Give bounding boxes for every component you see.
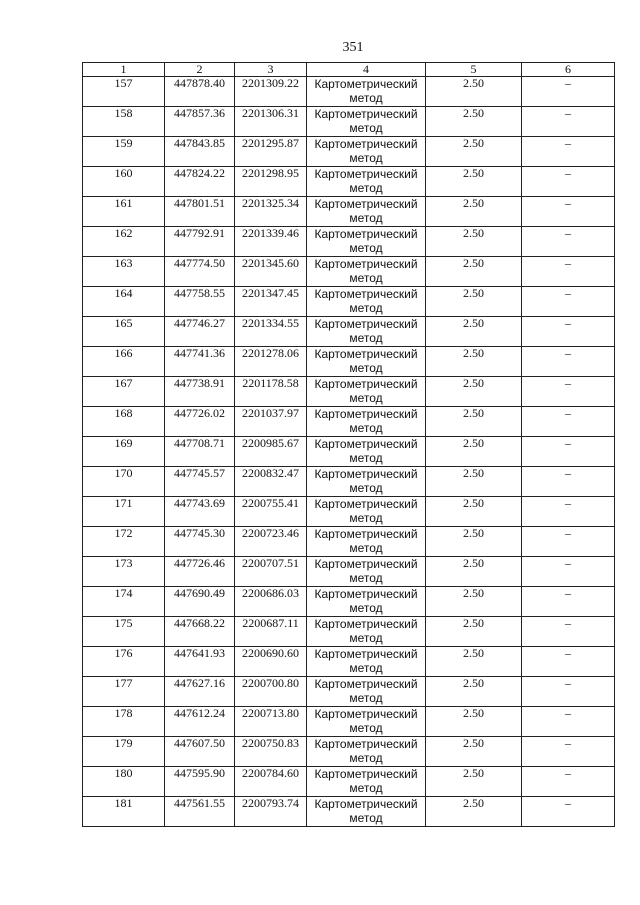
point-number-cell: 170 bbox=[83, 467, 165, 497]
note-cell: – bbox=[522, 797, 615, 827]
accuracy-cell: 2.50 bbox=[426, 497, 522, 527]
y-coordinate-cell: 2200985.67 bbox=[235, 437, 307, 467]
table-row bbox=[83, 227, 615, 257]
column-header-6: 6 bbox=[522, 63, 615, 77]
x-coordinate-cell: 447641.93 bbox=[165, 647, 235, 677]
point-number-cell: 178 bbox=[83, 707, 165, 737]
y-coordinate-cell: 2201309.22 bbox=[235, 77, 307, 107]
x-coordinate-cell: 447758.55 bbox=[165, 287, 235, 317]
accuracy-cell: 2.50 bbox=[426, 437, 522, 467]
y-coordinate-cell: 2201278.06 bbox=[235, 347, 307, 377]
accuracy-cell: 2.50 bbox=[426, 377, 522, 407]
point-number-cell: 168 bbox=[83, 407, 165, 437]
x-coordinate-cell: 447627.16 bbox=[165, 677, 235, 707]
note-cell: – bbox=[522, 437, 615, 467]
point-number-cell: 181 bbox=[83, 797, 165, 827]
accuracy-cell: 2.50 bbox=[426, 587, 522, 617]
table-row bbox=[83, 557, 615, 587]
table-header-row bbox=[83, 63, 615, 77]
table-row bbox=[83, 497, 615, 527]
table-row bbox=[83, 137, 615, 167]
point-number-cell: 159 bbox=[83, 137, 165, 167]
accuracy-cell: 2.50 bbox=[426, 767, 522, 797]
point-number-cell: 166 bbox=[83, 347, 165, 377]
accuracy-cell: 2.50 bbox=[426, 407, 522, 437]
y-coordinate-cell: 2201325.34 bbox=[235, 197, 307, 227]
note-cell: – bbox=[522, 587, 615, 617]
table-row bbox=[83, 737, 615, 767]
note-cell: – bbox=[522, 377, 615, 407]
y-coordinate-cell: 2200755.41 bbox=[235, 497, 307, 527]
accuracy-cell: 2.50 bbox=[426, 77, 522, 107]
table-row bbox=[83, 197, 615, 227]
column-header-2: 2 bbox=[165, 63, 235, 77]
method-cell: Картометрический метод bbox=[307, 467, 426, 497]
method-cell: Картометрический метод bbox=[307, 497, 426, 527]
point-number-cell: 157 bbox=[83, 77, 165, 107]
method-cell: Картометрический метод bbox=[307, 587, 426, 617]
method-cell: Картометрический метод bbox=[307, 797, 426, 827]
x-coordinate-cell: 447857.36 bbox=[165, 107, 235, 137]
x-coordinate-cell: 447607.50 bbox=[165, 737, 235, 767]
method-cell: Картометрический метод bbox=[307, 197, 426, 227]
method-cell: Картометрический метод bbox=[307, 767, 426, 797]
note-cell: – bbox=[522, 347, 615, 377]
accuracy-cell: 2.50 bbox=[426, 797, 522, 827]
note-cell: – bbox=[522, 767, 615, 797]
x-coordinate-cell: 447745.57 bbox=[165, 467, 235, 497]
y-coordinate-cell: 2201295.87 bbox=[235, 137, 307, 167]
note-cell: – bbox=[522, 557, 615, 587]
accuracy-cell: 2.50 bbox=[426, 737, 522, 767]
method-cell: Картометрический метод bbox=[307, 167, 426, 197]
method-cell: Картометрический метод bbox=[307, 347, 426, 377]
accuracy-cell: 2.50 bbox=[426, 287, 522, 317]
table-row bbox=[83, 527, 615, 557]
accuracy-cell: 2.50 bbox=[426, 347, 522, 377]
y-coordinate-cell: 2201334.55 bbox=[235, 317, 307, 347]
table-row bbox=[83, 707, 615, 737]
table-row bbox=[83, 347, 615, 377]
method-cell: Картометрический метод bbox=[307, 407, 426, 437]
x-coordinate-cell: 447708.71 bbox=[165, 437, 235, 467]
point-number-cell: 177 bbox=[83, 677, 165, 707]
table-row bbox=[83, 647, 615, 677]
method-cell: Картометрический метод bbox=[307, 257, 426, 287]
accuracy-cell: 2.50 bbox=[426, 197, 522, 227]
method-cell: Картометрический метод bbox=[307, 677, 426, 707]
method-cell: Картометрический метод bbox=[307, 317, 426, 347]
method-cell: Картометрический метод bbox=[307, 647, 426, 677]
table-row bbox=[83, 77, 615, 107]
note-cell: – bbox=[522, 287, 615, 317]
method-cell: Картометрический метод bbox=[307, 137, 426, 167]
method-cell: Картометрический метод bbox=[307, 527, 426, 557]
table-row bbox=[83, 167, 615, 197]
coordinates-table bbox=[82, 62, 615, 827]
accuracy-cell: 2.50 bbox=[426, 557, 522, 587]
y-coordinate-cell: 2200784.60 bbox=[235, 767, 307, 797]
method-cell: Картометрический метод bbox=[307, 737, 426, 767]
table-row bbox=[83, 467, 615, 497]
y-coordinate-cell: 2200707.51 bbox=[235, 557, 307, 587]
point-number-cell: 163 bbox=[83, 257, 165, 287]
accuracy-cell: 2.50 bbox=[426, 617, 522, 647]
x-coordinate-cell: 447824.22 bbox=[165, 167, 235, 197]
y-coordinate-cell: 2200793.74 bbox=[235, 797, 307, 827]
accuracy-cell: 2.50 bbox=[426, 167, 522, 197]
note-cell: – bbox=[522, 467, 615, 497]
note-cell: – bbox=[522, 197, 615, 227]
point-number-cell: 179 bbox=[83, 737, 165, 767]
accuracy-cell: 2.50 bbox=[426, 467, 522, 497]
accuracy-cell: 2.50 bbox=[426, 707, 522, 737]
y-coordinate-cell: 2200687.11 bbox=[235, 617, 307, 647]
method-cell: Картометрический метод bbox=[307, 227, 426, 257]
y-coordinate-cell: 2201178.58 bbox=[235, 377, 307, 407]
x-coordinate-cell: 447792.91 bbox=[165, 227, 235, 257]
accuracy-cell: 2.50 bbox=[426, 227, 522, 257]
x-coordinate-cell: 447801.51 bbox=[165, 197, 235, 227]
point-number-cell: 175 bbox=[83, 617, 165, 647]
x-coordinate-cell: 447561.55 bbox=[165, 797, 235, 827]
y-coordinate-cell: 2201306.31 bbox=[235, 107, 307, 137]
point-number-cell: 158 bbox=[83, 107, 165, 137]
point-number-cell: 172 bbox=[83, 527, 165, 557]
table-row bbox=[83, 317, 615, 347]
method-cell: Картометрический метод bbox=[307, 437, 426, 467]
accuracy-cell: 2.50 bbox=[426, 677, 522, 707]
note-cell: – bbox=[522, 617, 615, 647]
x-coordinate-cell: 447738.91 bbox=[165, 377, 235, 407]
note-cell: – bbox=[522, 497, 615, 527]
note-cell: – bbox=[522, 737, 615, 767]
accuracy-cell: 2.50 bbox=[426, 317, 522, 347]
table-row bbox=[83, 437, 615, 467]
point-number-cell: 176 bbox=[83, 647, 165, 677]
note-cell: – bbox=[522, 677, 615, 707]
x-coordinate-cell: 447843.85 bbox=[165, 137, 235, 167]
method-cell: Картометрический метод bbox=[307, 617, 426, 647]
accuracy-cell: 2.50 bbox=[426, 137, 522, 167]
x-coordinate-cell: 447878.40 bbox=[165, 77, 235, 107]
x-coordinate-cell: 447612.24 bbox=[165, 707, 235, 737]
method-cell: Картометрический метод bbox=[307, 77, 426, 107]
method-cell: Картометрический метод bbox=[307, 707, 426, 737]
x-coordinate-cell: 447774.50 bbox=[165, 257, 235, 287]
x-coordinate-cell: 447741.36 bbox=[165, 347, 235, 377]
y-coordinate-cell: 2201298.95 bbox=[235, 167, 307, 197]
table-row bbox=[83, 257, 615, 287]
point-number-cell: 180 bbox=[83, 767, 165, 797]
note-cell: – bbox=[522, 107, 615, 137]
y-coordinate-cell: 2200686.03 bbox=[235, 587, 307, 617]
x-coordinate-cell: 447743.69 bbox=[165, 497, 235, 527]
point-number-cell: 161 bbox=[83, 197, 165, 227]
note-cell: – bbox=[522, 227, 615, 257]
table-row bbox=[83, 107, 615, 137]
y-coordinate-cell: 2201339.46 bbox=[235, 227, 307, 257]
note-cell: – bbox=[522, 707, 615, 737]
note-cell: – bbox=[522, 137, 615, 167]
method-cell: Картометрический метод bbox=[307, 287, 426, 317]
note-cell: – bbox=[522, 77, 615, 107]
accuracy-cell: 2.50 bbox=[426, 647, 522, 677]
point-number-cell: 173 bbox=[83, 557, 165, 587]
table-row bbox=[83, 617, 615, 647]
accuracy-cell: 2.50 bbox=[426, 527, 522, 557]
y-coordinate-cell: 2201037.97 bbox=[235, 407, 307, 437]
x-coordinate-cell: 447726.46 bbox=[165, 557, 235, 587]
x-coordinate-cell: 447745.30 bbox=[165, 527, 235, 557]
column-header-4: 4 bbox=[307, 63, 426, 77]
x-coordinate-cell: 447595.90 bbox=[165, 767, 235, 797]
table-row bbox=[83, 677, 615, 707]
y-coordinate-cell: 2201345.60 bbox=[235, 257, 307, 287]
method-cell: Картометрический метод bbox=[307, 557, 426, 587]
point-number-cell: 174 bbox=[83, 587, 165, 617]
x-coordinate-cell: 447746.27 bbox=[165, 317, 235, 347]
method-cell: Картометрический метод bbox=[307, 107, 426, 137]
page-number: 351 bbox=[342, 40, 364, 55]
note-cell: – bbox=[522, 647, 615, 677]
y-coordinate-cell: 2200750.83 bbox=[235, 737, 307, 767]
note-cell: – bbox=[522, 527, 615, 557]
table-row bbox=[83, 287, 615, 317]
note-cell: – bbox=[522, 407, 615, 437]
note-cell: – bbox=[522, 167, 615, 197]
y-coordinate-cell: 2200723.46 bbox=[235, 527, 307, 557]
column-header-1: 1 bbox=[83, 63, 165, 77]
point-number-cell: 167 bbox=[83, 377, 165, 407]
x-coordinate-cell: 447726.02 bbox=[165, 407, 235, 437]
table-row bbox=[83, 767, 615, 797]
x-coordinate-cell: 447690.49 bbox=[165, 587, 235, 617]
point-number-cell: 169 bbox=[83, 437, 165, 467]
table-row bbox=[83, 407, 615, 437]
accuracy-cell: 2.50 bbox=[426, 257, 522, 287]
point-number-cell: 164 bbox=[83, 287, 165, 317]
point-number-cell: 162 bbox=[83, 227, 165, 257]
y-coordinate-cell: 2200700.80 bbox=[235, 677, 307, 707]
note-cell: – bbox=[522, 257, 615, 287]
point-number-cell: 165 bbox=[83, 317, 165, 347]
y-coordinate-cell: 2200713.80 bbox=[235, 707, 307, 737]
point-number-cell: 160 bbox=[83, 167, 165, 197]
column-header-5: 5 bbox=[426, 63, 522, 77]
x-coordinate-cell: 447668.22 bbox=[165, 617, 235, 647]
method-cell: Картометрический метод bbox=[307, 377, 426, 407]
column-header-3: 3 bbox=[235, 63, 307, 77]
point-number-cell: 171 bbox=[83, 497, 165, 527]
accuracy-cell: 2.50 bbox=[426, 107, 522, 137]
y-coordinate-cell: 2200832.47 bbox=[235, 467, 307, 497]
table-row bbox=[83, 797, 615, 827]
table-body bbox=[83, 77, 615, 827]
table-row bbox=[83, 377, 615, 407]
y-coordinate-cell: 2200690.60 bbox=[235, 647, 307, 677]
note-cell: – bbox=[522, 317, 615, 347]
y-coordinate-cell: 2201347.45 bbox=[235, 287, 307, 317]
table-row bbox=[83, 587, 615, 617]
